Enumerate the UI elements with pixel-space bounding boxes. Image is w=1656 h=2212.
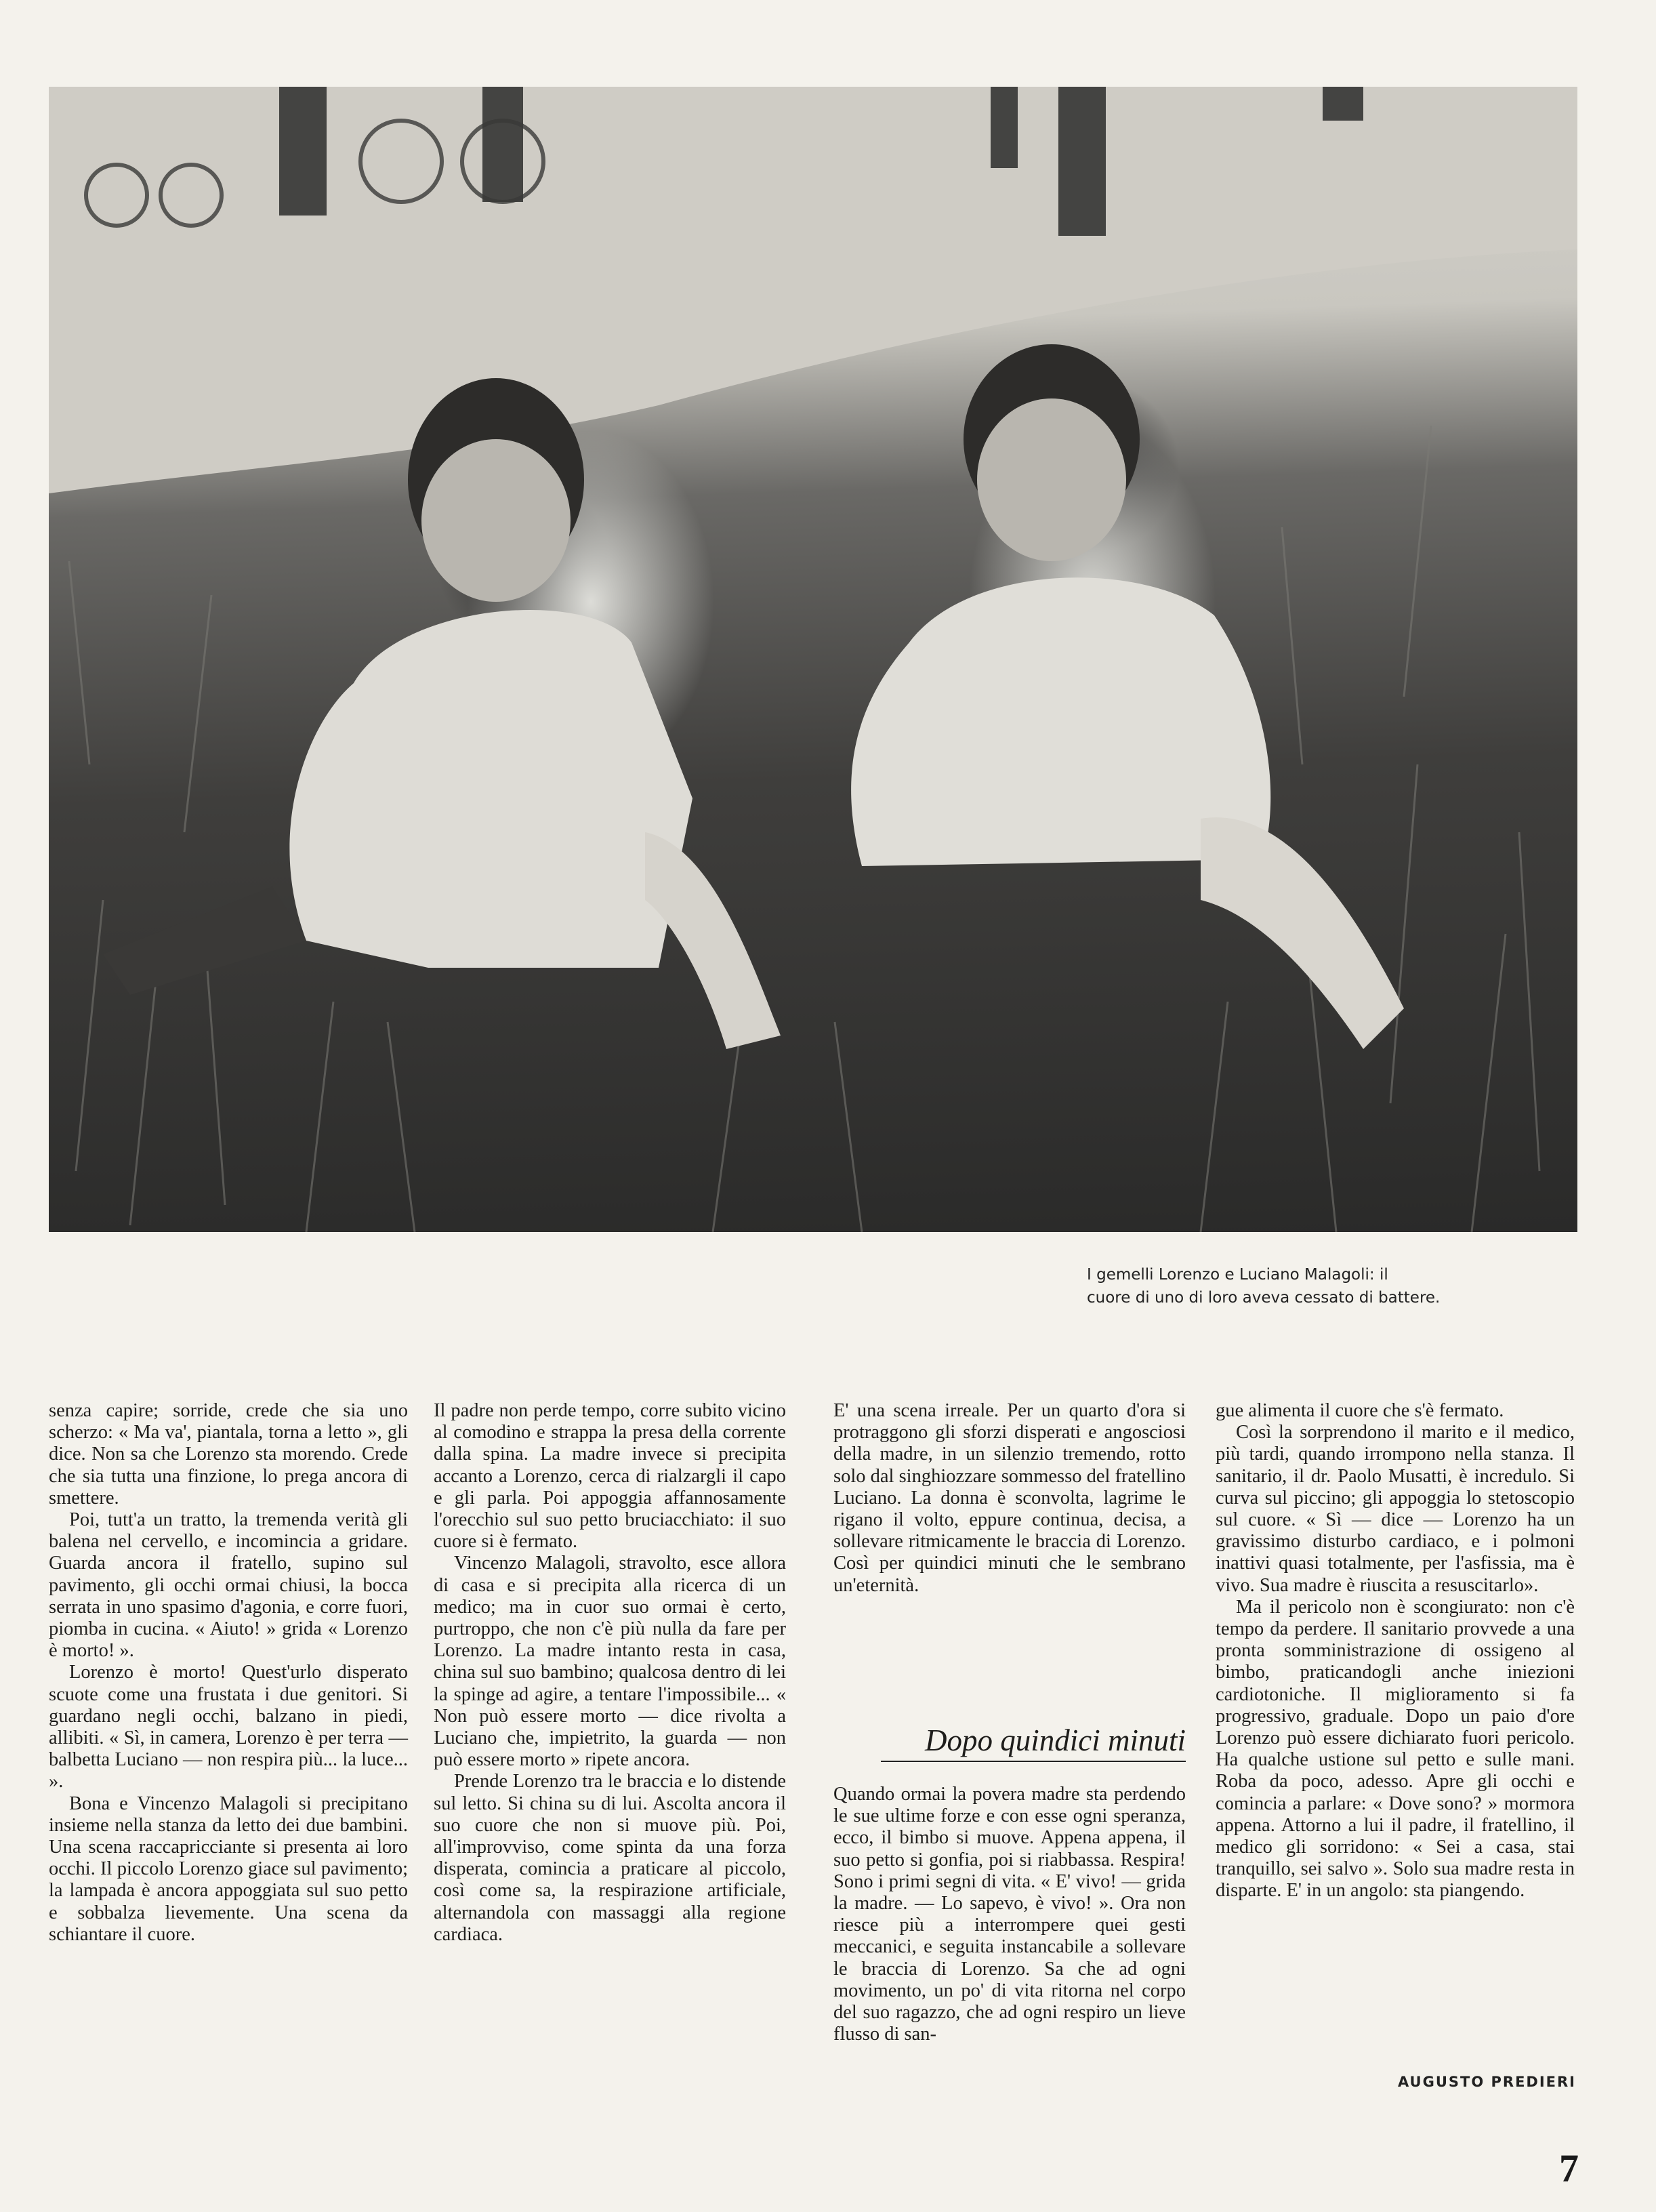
paragraph: Prende Lorenzo tra le braccia e lo distende sul letto. Si china su di lui. Ascolta ancora il suo cuore che non si muove più. Poi, all'improvviso, come spinta da una forza disperata, comincia a praticare al piccolo, così come sa, la respirazione artificiale, alternandola con massaggi alla regione cardiaca. — [434, 1771, 786, 1945]
paragraph: Bona e Vincenzo Malagoli si precipitano insieme nella stanza da letto dei due bambini. Una scena raccapricciante si presenta ai loro occhi. Il piccolo Lorenzo giace sul pavimento; la lampada è ancora appoggiata sul suo petto e sobbalza lievemente. Una scena da schiantare il cuore. — [49, 1793, 408, 1945]
paragraph: senza capire; sorride, crede che sia uno scherzo: « Ma va', piantala, torna a letto », gli dice. Non sa che Lorenzo sta morendo. Crede che sia tutta una finzione, lo prega ancora di smettere. — [49, 1400, 408, 1509]
boy-left-figure — [103, 378, 781, 1049]
caption-line-1: I gemelli Lorenzo e Luciano Malagoli: il — [1087, 1266, 1388, 1284]
page-number: 7 — [1559, 2146, 1579, 2190]
paragraph: Poi, tutt'a un tratto, la tremenda verità gli balena nel cervello, e incomincia a gridare. Guarda ancora il fratello, supino sul pavimento, gli occhi ormai chiusi, la bocca serrata in uno spasimo d'agonia, e corre fuori, piomba in cucina. « Aiuto! » grida « Lorenzo è morto! ». — [49, 1509, 408, 1662]
boy-right-figure — [851, 344, 1404, 1049]
paragraph: Lorenzo è morto! Quest'urlo disperato scuote come una frustata i due genitori. Si guardano negli occhi, balzano in piedi, allibiti. « Sì, in camera, Lorenzo è per terra — balbetta Luciano — non respira più... la luce... ». — [49, 1662, 408, 1793]
article-column-3-bottom — [833, 1784, 1186, 2045]
article-column-4 — [1216, 1400, 1575, 1902]
paragraph: E' una scena irreale. Per un quarto d'ora si protraggono gli sforzi disperati e angosciosi della madre, in un silenzio tremendo, rotto solo dal singhiozzare sommesso del fratellino Luciano. La donna è sconvolta, lagrime le rigano il volto, eppure continua, decisa, a sollevare ritmicamente le braccia di Lorenzo. Così per quindici minuti che le sembrano un'eternità. — [833, 1400, 1186, 1596]
paragraph: gue alimenta il cuore che s'è fermato. — [1216, 1400, 1504, 1421]
author-byline: AUGUSTO PREDIERI — [1397, 2074, 1576, 2090]
paragraph: Vincenzo Malagoli, stravolto, esce allora di casa e si precipita alla ricerca di un medico; ma in cuor suo ormai è certo, purtroppo, che non c'è più nulla da fare per Lorenzo. La madre intanto resta in casa, china sul suo bambino; qualcosa dentro di lei la spinge ad agire, a tentare l'impossibile... « Non può essere morto — dice rivolta a Luciano che, impietrito, la guarda — non può essere morto » ripete ancora. — [434, 1553, 786, 1771]
paragraph: Quando ormai la povera madre sta perdendo le sue ultime forze e con esse ogni speranza, ecco, il bimbo si muove. Appena appena, il suo petto si gonfia, poi si riabbassa. Respira! Sono i primi segni di vita. « E' vivo! — grida la madre. — Lo sapevo, è vivo! ». Ora non riesce più a interrompere quei gesti meccanici, e seguita instancabile a sollevare le braccia di Lorenzo. Sa che ad ogni movimento, un po' di vita ritorna nel corpo del suo ragazzo, che ad ogni respiro un lieve flusso di san- — [833, 1784, 1186, 2045]
article-column-3-top — [833, 1400, 1186, 1597]
article-column-2 — [434, 1400, 786, 1946]
section-subheading: Dopo quindici minuti — [881, 1720, 1186, 1762]
photo-twins — [49, 87, 1577, 1232]
paragraph: Il padre non perde tempo, corre subito vicino al comodino e strappa la presa della corrente dalla spina. La madre invece si precipita accanto a Lorenzo, cerca di rialzargli il capo e gli parla. Poi appoggia affannosamente l'orecchio sul suo petto bruciacchiato: il suo cuore si è fermato. — [434, 1400, 786, 1553]
paragraph: Ma il pericolo non è scongiurato: non c'è tempo da perdere. Il sanitario provvede a una pronta somministrazione di ossigeno al bimbo, praticandogli anche iniezioni cardiotoniche. Il miglioramento si fa progressivo, graduale. Dopo un paio d'ore Lorenzo può essere dichiarato fuori pericolo. Ha qualche ustione sul petto e sulle mani. Roba da poco, adesso. Apre gli occhi e comincia a parlare: « Dove sono? » mormora appena. Attorno a lui il padre, il fratellino, il medico gli sorridono: « Sei a casa, stai tranquillo, sei salvo ». Solo sua madre resta in disparte. E' in un angolo: sta piangendo. — [1216, 1596, 1575, 1902]
photo-caption — [1087, 1263, 1561, 1309]
article-column-1 — [49, 1400, 408, 1946]
caption-line-2: cuore di uno di loro aveva cessato di battere. — [1087, 1289, 1441, 1307]
paragraph: Così la sorprendono il marito e il medico, più tardi, quando irrompono nella stanza. Il sanitario, il dr. Paolo Musatti, è incredulo. Si curva sul piccino; gli appoggia lo stetoscopio sul cuore. « Sì — dice — Lorenzo ha un gravissimo disturbo cardiaco, e i polmoni inattivi quasi totalmente, per l'asfissia, ma è vivo. Sua madre è riuscita a resuscitarlo». — [1216, 1422, 1575, 1596]
photo-illustration — [49, 87, 1577, 1232]
